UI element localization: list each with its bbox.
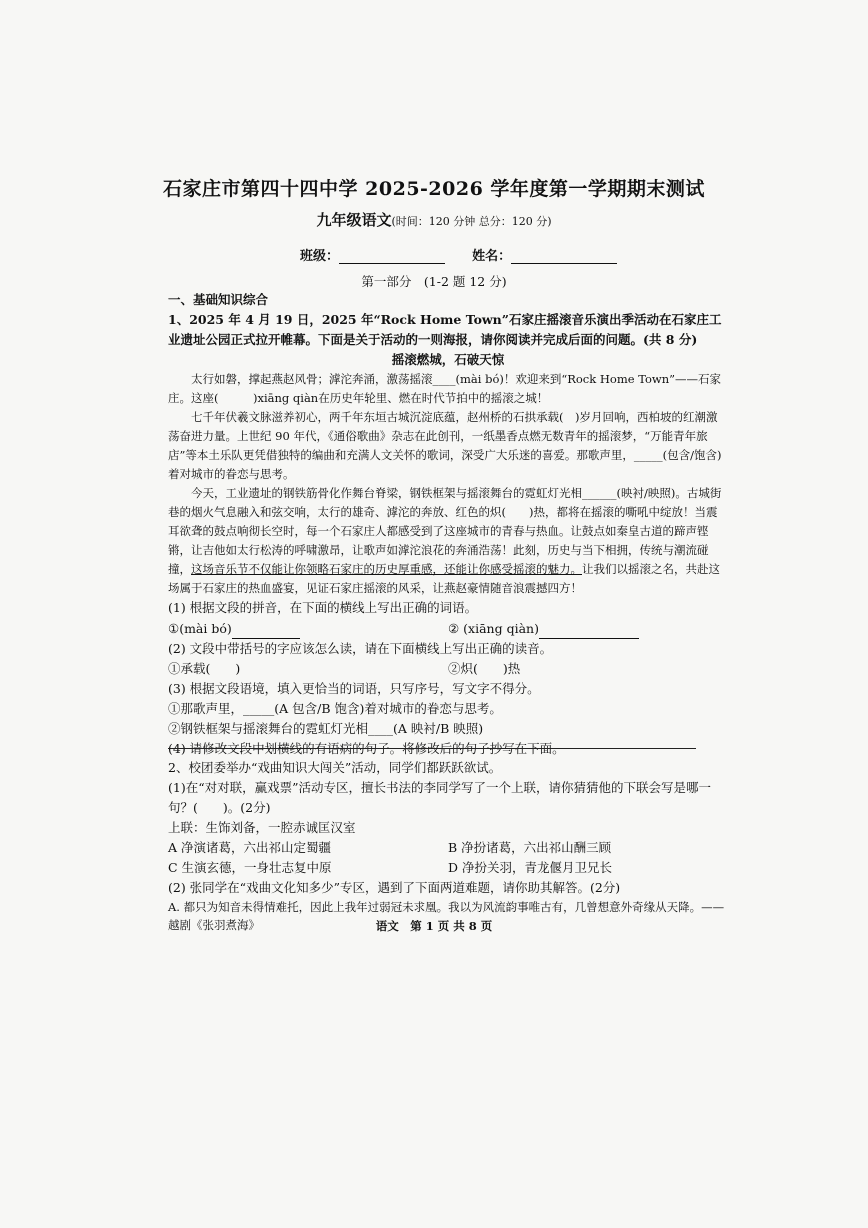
exam-subtitle — [0, 209, 868, 230]
subject-label: 九年级语文 — [316, 211, 392, 229]
option-d[interactable]: D 净扮关羽，青龙偃月卫兄长 — [448, 860, 612, 875]
q1-1a-field[interactable] — [232, 618, 300, 639]
poster-para-3-b: 让我们以摇滚之名，共赴这场属于石家庄的热血盛宴，见证石家庄摇滚的风采，让燕赵豪情随音浪震撼四方！ — [168, 562, 720, 595]
q2-2: (2) 张同学在“戏曲文化知多少”专区，遇到了下面两道难题，请你助其解答。(2分) — [168, 880, 621, 895]
q1-2: (2) 文段中带括号的字应该怎么读，请在下面横线上写出正确的读音。 — [168, 641, 553, 656]
q2-2a: A. 都只为知音未得情难托，因此上我年过弱冠未求凰。我以为风流韵事唯古有，几曾想意外奇缘从天降。——越剧《张羽煮海》 — [168, 900, 725, 932]
class-name-line — [300, 245, 617, 264]
poster-title: 摇滚燃城，石破天惊 — [391, 352, 505, 367]
faulty-sentence: 这场音乐节不仅能让你领略石家庄的历史厚重感，还能让你感受摇滚的魅力。 — [191, 562, 582, 576]
option-b[interactable]: B 净扮诸葛，六出祁山酬三顾 — [448, 840, 612, 855]
q1-3a: ①那歌声里，_____(A 包含/B 饱含)着对城市的眷恋与思考。 — [168, 701, 502, 716]
q2-1: (1)在“对对联，赢戏票”活动专区，擅长书法的李同学写了一个上联，请你猜猜他的下联会写是哪一句？( )。(2分) — [168, 780, 711, 815]
class-field[interactable] — [339, 248, 445, 264]
poster-para-3 — [168, 484, 728, 598]
q1-1: (1) 根据文段的拼音，在下面的横线上写出正确的词语。 — [168, 600, 478, 615]
section-heading: 一、基础知识综合 — [168, 292, 269, 307]
option-a[interactable]: A 净演诸葛，六出祁山定蜀疆 — [168, 840, 332, 855]
name-label: 姓名： — [472, 249, 512, 264]
option-c[interactable]: C 生演玄德，一身壮志复中原 — [168, 860, 332, 875]
poster-para-1: 太行如磐，撑起燕赵风骨；滹沱奔涌，激荡摇滚____(mài bó)！欢迎来到“Rock Home Town”——石家庄。这座( )xiāng qiàn在历史年轮里、燃在时代节拍中的摇滚之城！ — [168, 372, 722, 405]
q1-2-answers — [168, 659, 728, 679]
q1-2a: ①承载( ) — [168, 661, 241, 676]
exam-meta: (时间：120 分钟 总分：120 分) — [391, 215, 552, 228]
q1-1-answers — [168, 618, 728, 639]
q1-intro: 1、2025 年 4 月 19 日，2025 年“Rock Home Town”石家庄摇滚音乐演出季活动在石家庄工业遗址公园正式拉开帷幕。下面是关于活动的一则海报，请你阅读并完成后面的问题。(共 8 分) — [168, 312, 722, 347]
options-row-1 — [168, 838, 728, 858]
q1-2b: ②炽( )热 — [448, 661, 521, 676]
q1-3: (3) 根据文段语境，填入更恰当的词语，只写序号，写文字不得分。 — [168, 681, 540, 696]
upper-couplet: 上联：生饰刘备，一腔赤诚匡汉室 — [168, 820, 356, 835]
q1-1a: ①(mài bó) — [168, 621, 232, 636]
class-label: 班级： — [300, 249, 340, 264]
q1-3b: ②钢铁框架与摇滚舞台的霓虹灯光相____(A 映衬/B 映照) — [168, 721, 484, 736]
q1-1b: ② (xiāng qiàn) — [448, 621, 539, 636]
name-field[interactable] — [511, 248, 617, 264]
part-heading: 第一部分 (1-2 题 12 分) — [361, 274, 507, 289]
section-2 — [168, 758, 728, 934]
page-footer: 语文 第 1 页 共 8 页 — [375, 919, 493, 933]
q1-4: (4) 请修改文段中划横线的有语病的句子。将修改后的句子抄写在下面。 — [168, 741, 565, 756]
exam-title: 石家庄市第四十四中学 2025-2026 学年度第一学期期末测试 — [163, 178, 705, 200]
answer-line[interactable] — [168, 748, 696, 749]
q2-intro: 2、校团委举办“戏曲知识大闯关”活动，同学们都跃跃欲试。 — [168, 760, 502, 775]
options-row-2 — [168, 858, 728, 878]
poster-para-2: 七千年伏羲文脉滋养初心，两千年东垣古城沉淀底蕴，赵州桥的石拱承载( )岁月回响，西柏坡的红潮激荡奋进力量。上世纪 90 年代，《通俗歌曲》杂志在此创刊，一纸墨香点燃无数青年的摇滚梦，“万能青年旅店”等本土乐队更凭借独特的编曲和充满人文关怀的歌词，深受广大乐迷的喜爱。那歌声里，_____(包含/饱含)着对城市的眷恋与思考。 — [168, 410, 722, 481]
poster-para-3-a: 今天，工业遗址的钢铁筋骨化作舞台脊梁，钢铁框架与摇滚舞台的霓虹灯光相______(映衬/映照)。古城街巷的烟火气息融入和弦交响，太行的雄奇、滹沱的奔放、红色的炽( )热，都将在摇滚的嘶吼中绽放！当震耳欲聋的鼓点响彻长空时，每一个石家庄人都感受到了这座城市的青春与热血。让鼓点如秦皇古道的蹄声铿锵，让吉他如太行松涛的呼啸激昂，让歌声如滹沱浪花的奔涌浩荡！此刻，历史与当下相拥，传统与潮流碰撞， — [168, 486, 722, 576]
section-1 — [168, 290, 728, 759]
q1-1b-field[interactable] — [539, 618, 639, 639]
